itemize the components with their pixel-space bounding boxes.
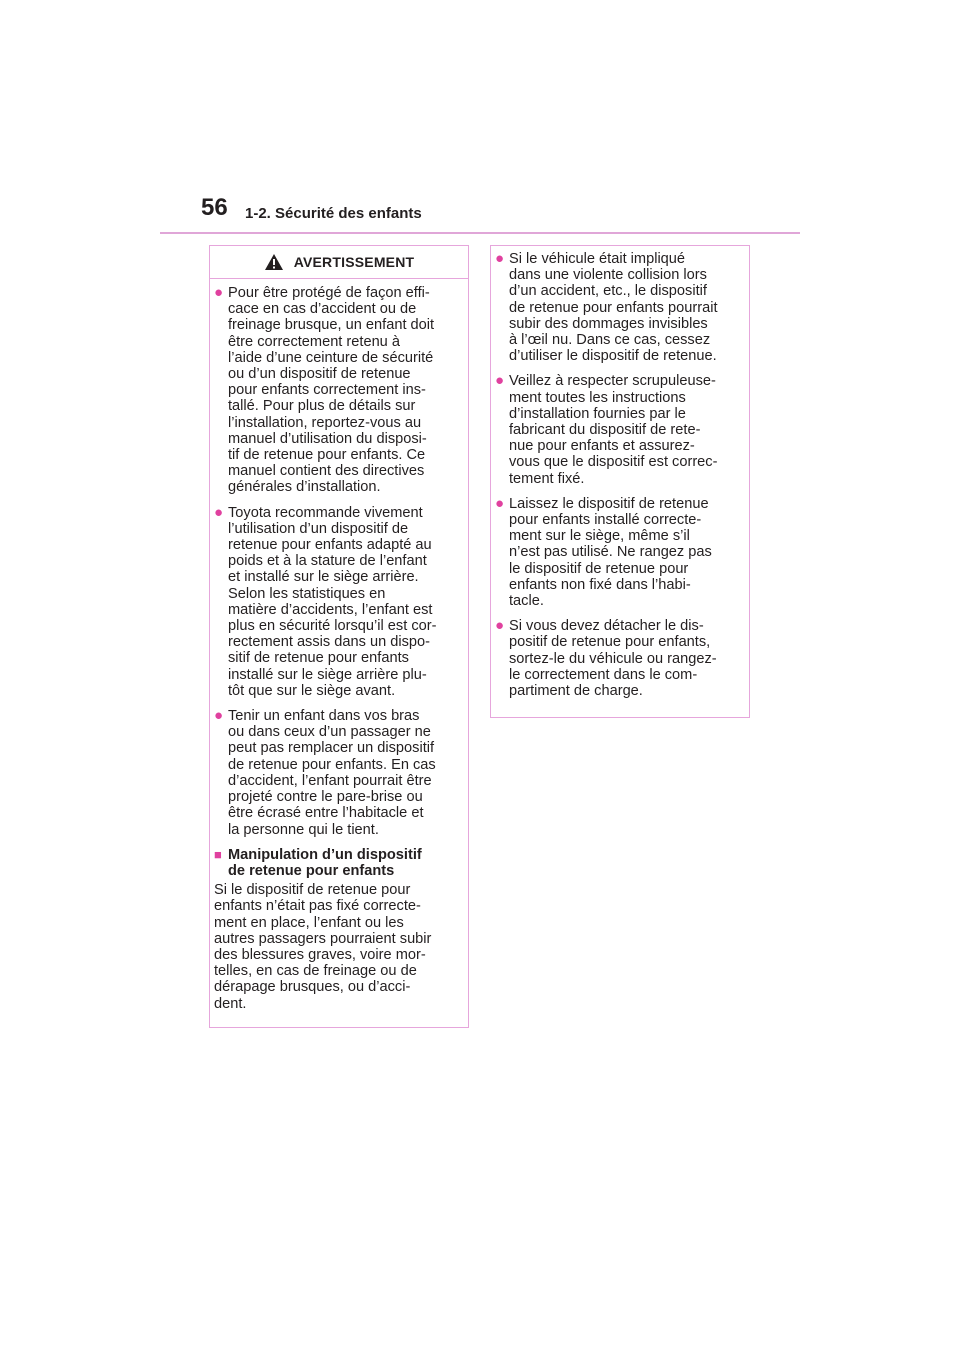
text-line: et installé sur le siège arrière. (228, 569, 419, 586)
text-line: vous que le dispositif est correc- (509, 454, 718, 471)
text-line: tif de retenue pour enfants. Ce (228, 447, 426, 464)
text-line: enfants n’était pas fixé correcte- (214, 898, 421, 915)
warning-triangle-icon (264, 253, 284, 271)
warning-box (209, 245, 469, 1028)
text-line: ou dans ceux d’un passager ne (228, 724, 431, 741)
warning-title: AVERTISSEMENT (293, 254, 415, 270)
continued-body (491, 246, 749, 699)
text-line: tôt que sur le siège avant. (228, 682, 396, 699)
text-line: matière d’accidents, l’enfant est (228, 601, 433, 618)
text-line: Toyota recommande vivement (228, 504, 423, 521)
text-line: Si vous devez détacher le dis- (509, 618, 704, 635)
text-line: projeté contre le pare-brise ou (228, 789, 423, 806)
text-line: d’accident, l’enfant pourrait être (228, 772, 432, 789)
text-line: fabricant du dispositif de rete- (509, 422, 701, 439)
warning-body (210, 279, 468, 1012)
text-line: Selon les statistiques en (228, 585, 386, 602)
text-line: Tenir un enfant dans vos bras (228, 708, 420, 725)
text-line: d’installation fournies par le (509, 405, 686, 422)
text-line: freinage brusque, un enfant doit (228, 317, 435, 334)
warning-paragraph (214, 882, 464, 1012)
text-line: ou d’un dispositif de retenue (228, 366, 411, 383)
text-line: dérapage brusques, ou d’acci- (214, 979, 411, 996)
text-line: Laissez le dispositif de retenue (509, 495, 709, 512)
section-title: 1-2. Sécurité des enfants (245, 205, 422, 222)
bullet-icon: ● (495, 494, 505, 512)
bullet-text (509, 496, 745, 609)
bullet-icon: ● (214, 284, 224, 301)
text-line: être écrasé entre l’habitacle et (228, 805, 424, 822)
text-line: manuel contient des directives (228, 463, 425, 480)
text-line: n’est pas utilisé. Ne rangez pas (509, 544, 712, 561)
bullet-item (214, 708, 464, 838)
bullet-item (495, 251, 745, 364)
bullet-icon: ● (495, 250, 505, 267)
warning-header (210, 246, 468, 279)
text-line: l’utilisation d’un dispositif de (228, 520, 409, 537)
text-line: rectement assis dans un dispo- (228, 634, 430, 651)
text-line: être correctement retenu à (228, 333, 400, 350)
bullet-item (495, 373, 745, 486)
text-line: ment en place, l’enfant ou les (214, 914, 404, 931)
text-line: de retenue pour enfants (228, 862, 395, 879)
text-line: retenue pour enfants adapté au (228, 537, 432, 554)
text-line: tallé. Pour plus de détails sur (228, 398, 416, 415)
text-line: Si le dispositif de retenue pour (214, 882, 411, 899)
bullet-icon: ● (495, 617, 505, 635)
text-line: de retenue pour enfants. En cas (228, 756, 436, 773)
text-line: sortez-le du véhicule ou rangez- (509, 650, 717, 667)
bullet-icon: ● (495, 372, 505, 390)
header-rule (160, 232, 800, 234)
text-line: d’utiliser le dispositif de retenue. (509, 348, 717, 365)
bullet-item (495, 618, 745, 699)
bullet-item (495, 496, 745, 609)
text-line: enfants non fixé dans l’habi- (509, 576, 691, 593)
text-line: tacle. (509, 593, 544, 610)
text-line: Si le véhicule était impliqué (509, 251, 686, 267)
bullet-text (228, 708, 464, 838)
text-line: autres passagers pourraient subir (214, 930, 432, 947)
text-line: des blessures graves, voire mor- (214, 946, 426, 963)
text-line: nue pour enfants et assurez- (509, 438, 695, 455)
bullet-text (509, 618, 745, 699)
text-line: l’aide d’une ceinture de sécurité (228, 349, 434, 366)
bullet-text (228, 285, 464, 496)
text-line: Veillez à respecter scrupuleuse- (509, 373, 716, 390)
text-line: ment sur le siège, même s’il (509, 528, 690, 545)
text-line: Pour être protégé de façon effi- (228, 285, 430, 301)
text-line: pour enfants installé correcte- (509, 512, 702, 529)
subheading-text (228, 847, 464, 879)
bullet-item (214, 505, 464, 699)
bullet-text (509, 251, 745, 364)
text-line: positif de retenue pour enfants, (509, 634, 711, 651)
square-bullet-icon: ■ (214, 846, 222, 862)
bullet-text (228, 505, 464, 699)
text-line: partiment de charge. (509, 683, 643, 700)
text-line: le dispositif de retenue pour (509, 560, 689, 577)
text-line: telles, en cas de freinage ou de (214, 963, 417, 980)
bullet-icon: ● (214, 503, 224, 521)
text-line: Manipulation d’un dispositif (228, 846, 422, 863)
subheading (214, 847, 464, 879)
text-line: d’un accident, etc., le dispositif (509, 283, 707, 300)
text-line: dans une violente collision lors (509, 267, 707, 284)
text-line: l’installation, reportez-vous au (228, 414, 422, 431)
bullet-icon: ● (214, 707, 224, 725)
warning-continued-box (490, 245, 750, 718)
text-line: ment toutes les instructions (509, 389, 686, 406)
text-line: générales d’installation. (228, 479, 381, 496)
bullet-item (214, 285, 464, 496)
text-line: subir des dommages invisibles (509, 315, 708, 332)
text-line: le correctement dans le com- (509, 666, 698, 683)
text-line: dent. (214, 995, 247, 1012)
text-line: sitif de retenue pour enfants (228, 650, 409, 667)
continued-bullet-list (495, 251, 745, 699)
text-line: de retenue pour enfants pourrait (509, 299, 718, 316)
warning-bullet-list (214, 285, 464, 838)
page-number: 56 (201, 194, 228, 221)
text-line: manuel d’utilisation du disposi- (228, 430, 427, 447)
text-line: installé sur le siège arrière plu- (228, 666, 427, 683)
text-line: poids et à la stature de l’enfant (228, 553, 427, 570)
text-line: pour enfants correctement ins- (228, 382, 426, 399)
text-line: tement fixé. (509, 470, 585, 487)
text-line: la personne qui le tient. (228, 821, 379, 838)
text-line: à l’œil nu. Dans ce cas, cessez (509, 332, 711, 349)
text-line: peut pas remplacer un dispositif (228, 740, 435, 757)
text-line: cace en cas d’accident ou de (228, 301, 417, 318)
bullet-text (509, 373, 745, 486)
text-line: plus en sécurité lorsqu’il est cor- (228, 618, 437, 635)
